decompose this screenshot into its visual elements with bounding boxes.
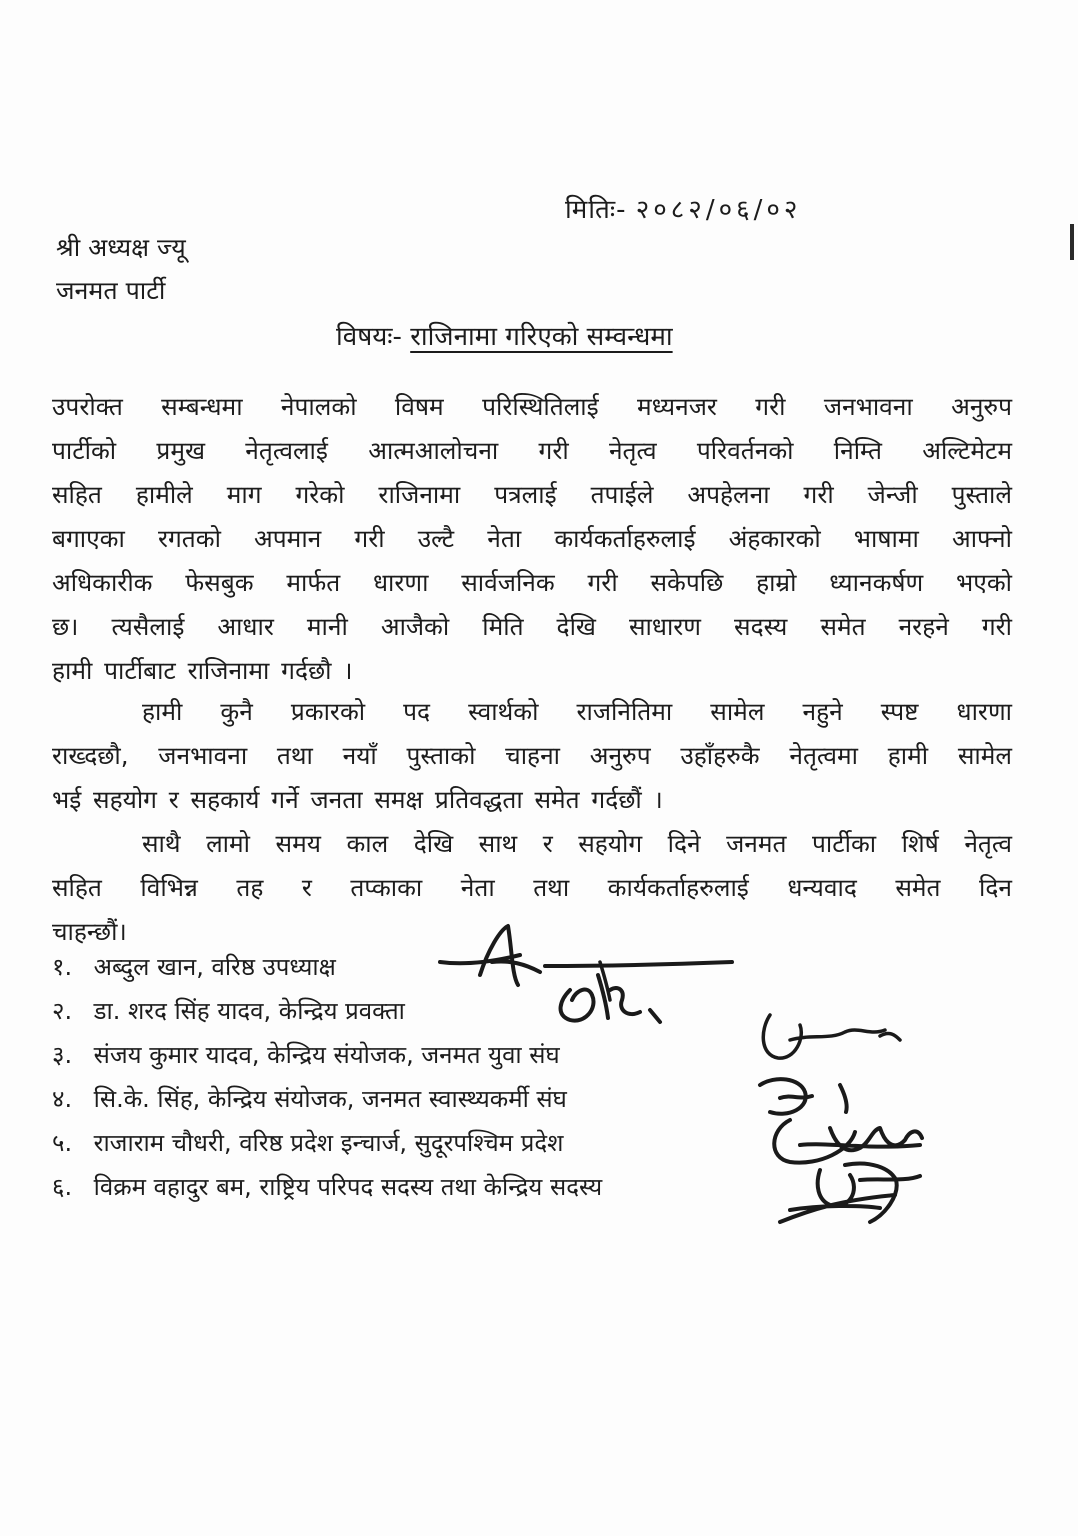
signatory-item <box>52 1165 602 1209</box>
signatory-item <box>52 1121 602 1165</box>
signatory-list <box>52 945 602 1209</box>
paragraph-line: अधिकारीक फेसबुक मार्फत धारणा सार्वजनिक गरी सकेपछि हाम्रो ध्यानकर्षण भएको <box>52 568 1012 597</box>
paragraph-line: बगाएका रगतको अपमान गरी उल्टै नेता कार्यकर्ताहरुलाई अंहकारको भाषामा आफ्नो <box>52 524 1012 553</box>
letter-date <box>565 190 801 226</box>
signatory-name: डा. शरद सिंह यादव, केन्द्रिय प्रवक्ता <box>93 997 405 1025</box>
paragraph-line: भई सहयोग र सहकार्य गर्ने जनता समक्ष प्रतिवद्धता समेत गर्दछौं । <box>52 785 663 814</box>
paragraph-line: हामी कुनै प्रकारको पद स्वार्थको राजनितिमा सामेल नहुने स्पष्ट धारणा <box>142 697 1012 726</box>
paragraph-line: छ। त्यसैलाई आधार मानी आजैको मिति देखि साधारण सदस्य समेत नरहने गरी <box>52 612 1012 641</box>
signatory-number: ४. <box>52 1085 73 1113</box>
date-label: मितिः- <box>565 195 627 225</box>
signatory-number: ३. <box>52 1041 73 1069</box>
subject-text: राजिनामा गरिएको सम्वन्धमा <box>410 322 673 352</box>
signature-4 <box>760 1079 847 1114</box>
signatory-name: विक्रम वहादुर बम, राष्ट्रिय परिपद सदस्य तथा केन्द्रिय सदस्य <box>93 1173 603 1201</box>
paragraph-line: सहित हामीले माग गरेको राजिनामा पत्रलाई तपाईले अपहेलना गरी जेन्जी पुस्ताले <box>52 480 1012 509</box>
signatory-item <box>52 989 602 1033</box>
paragraph-line: साथै लामो समय काल देखि साथ र सहयोग दिने जनमत पार्टीका शिर्ष नेतृत्व <box>142 829 1012 858</box>
scan-edge-mark <box>1070 224 1074 260</box>
signatory-number: ६. <box>52 1173 73 1201</box>
paragraph-line: चाहन्छौं। <box>52 917 127 946</box>
signatory-name: संजय कुमार यादव, केन्द्रिय संयोजक, जनमत युवा संघ <box>93 1041 560 1069</box>
signatory-number: १. <box>52 953 73 981</box>
signatory-item <box>52 945 602 989</box>
subject-label: विषयः- <box>336 322 402 352</box>
date-value: २०८२/०६/०२ <box>635 195 802 225</box>
paragraph-line: पार्टीको प्रमुख नेतृत्वलाई आत्मआलोचना गरी नेतृत्व परिवर्तनको निम्ति अल्टिमेटम <box>52 436 1012 465</box>
addressee-title: श्री अध्यक्ष ज्यू <box>56 233 186 262</box>
paragraph-line: हामी पार्टीबाट राजिनामा गर्दछौ । <box>52 656 353 685</box>
signature-5 <box>774 1120 922 1163</box>
signature-3 <box>763 1015 900 1058</box>
signatory-name: अब्दुल खान, वरिष्ठ उपध्याक्ष <box>93 953 336 981</box>
signatory-item <box>52 1033 602 1077</box>
paragraph-line: उपरोक्त सम्बन्धमा नेपालको विषम परिस्थितिलाई मध्यनजर गरी जनभावना अनुरुप <box>52 392 1012 421</box>
body-paragraph-3 <box>52 822 1012 954</box>
body-paragraph-2 <box>52 690 1012 822</box>
body-paragraph-1 <box>52 385 1012 693</box>
signatory-name: सि.के. सिंह, केन्द्रिय संयोजक, जनमत स्वास्थ्यकर्मी संघ <box>93 1085 567 1113</box>
paragraph-line: राख्दछौ, जनभावना तथा नयाँ पुस्ताको चाहना अनुरुप उहाँहरुकै नेतृत्वमा हामी सामेल <box>52 741 1012 770</box>
signature-6 <box>780 1163 920 1222</box>
signatory-number: ५. <box>52 1129 73 1157</box>
addressee-organization: जनमत पार्टी <box>56 276 166 305</box>
signatory-number: २. <box>52 997 73 1025</box>
letter-subject <box>336 317 673 353</box>
signatory-name: राजाराम चौधरी, वरिष्ठ प्रदेश इन्चार्ज, सुदूरपश्चिम प्रदेश <box>93 1129 564 1157</box>
paragraph-line: सहित विभिन्न तह र तप्काका नेता तथा कार्यकर्ताहरुलाई धन्यवाद समेत दिन <box>52 873 1012 902</box>
signatory-item <box>52 1077 602 1121</box>
